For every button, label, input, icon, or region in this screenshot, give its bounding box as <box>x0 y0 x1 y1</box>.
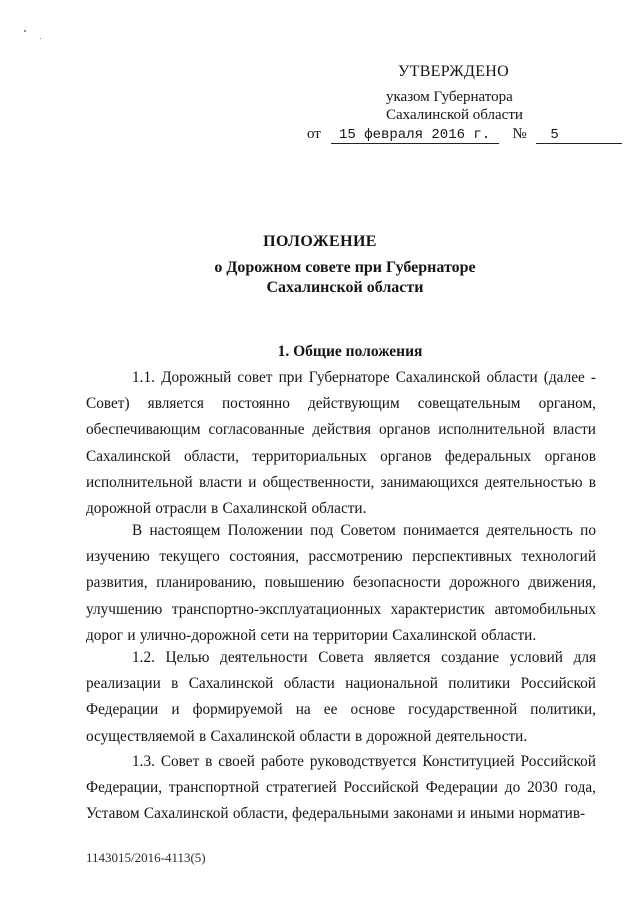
approval-date-row <box>307 126 622 144</box>
approval-region: Сахалинской области <box>386 107 523 123</box>
paragraph-1-1: 1.1. Дорожный совет при Губернаторе Сахалинской области (далее - Совет) является постоянно действующим совещательным органом, обеспечивающим согласованные действия органов исполнительной власти Сахалинской области, территориальных органов федеральных органов исполнительной власти и общественности, занимающихся деятельностью в дорожной отрасли в Сахалинской области. <box>86 369 596 518</box>
paragraph-1-3: 1.3. Совет в своей работе руководствуется Конституцией Российской Федерации, транспортной стратегией Российской Федерации до 2030 года, Уставом Сахалинской области, федеральными законами и иными норматив- <box>86 753 596 823</box>
approval-number: 5 <box>536 128 622 144</box>
document-subtitle <box>0 258 640 298</box>
document-title: ПОЛОЖЕНИЕ <box>263 233 377 250</box>
approval-date: 15 февраля 2016 г. <box>331 128 499 144</box>
section-heading: 1. Общие положения <box>277 343 423 360</box>
document-code: 1143015/2016-4113(5) <box>86 850 206 865</box>
document-subtitle-line: о Дорожном совете при Губернаторе <box>214 259 476 276</box>
number-sign: № <box>512 126 527 142</box>
approval-title: УТВЕРЖДЕНО <box>398 63 510 80</box>
document-subtitle-line: Сахалинской области <box>266 279 424 296</box>
paragraph-1-2: 1.2. Целью деятельности Совета является создание условий для реализации в Сахалинской области национальной политики Российской Федерации и формируемой на ее основе государственной политики, осуществляемой в Сахалинской области в дорожной деятельности. <box>86 649 596 745</box>
approval-authority: указом Губернатора <box>386 89 513 105</box>
date-prefix: от <box>307 126 321 142</box>
scan-speck <box>40 38 41 39</box>
paragraph-council-definition: В настоящем Положении под Советом понимается деятельность по изучению текущего состояния, рассмотрению перспективных технологий развития, планированию, повышению безопасности дорожного движения, улучшению транспортно-эксплуатационных характеристик автомобильных дорог и улично-дорожной сети на территории Сахалинской области. <box>86 522 596 644</box>
scan-speck <box>24 30 26 32</box>
